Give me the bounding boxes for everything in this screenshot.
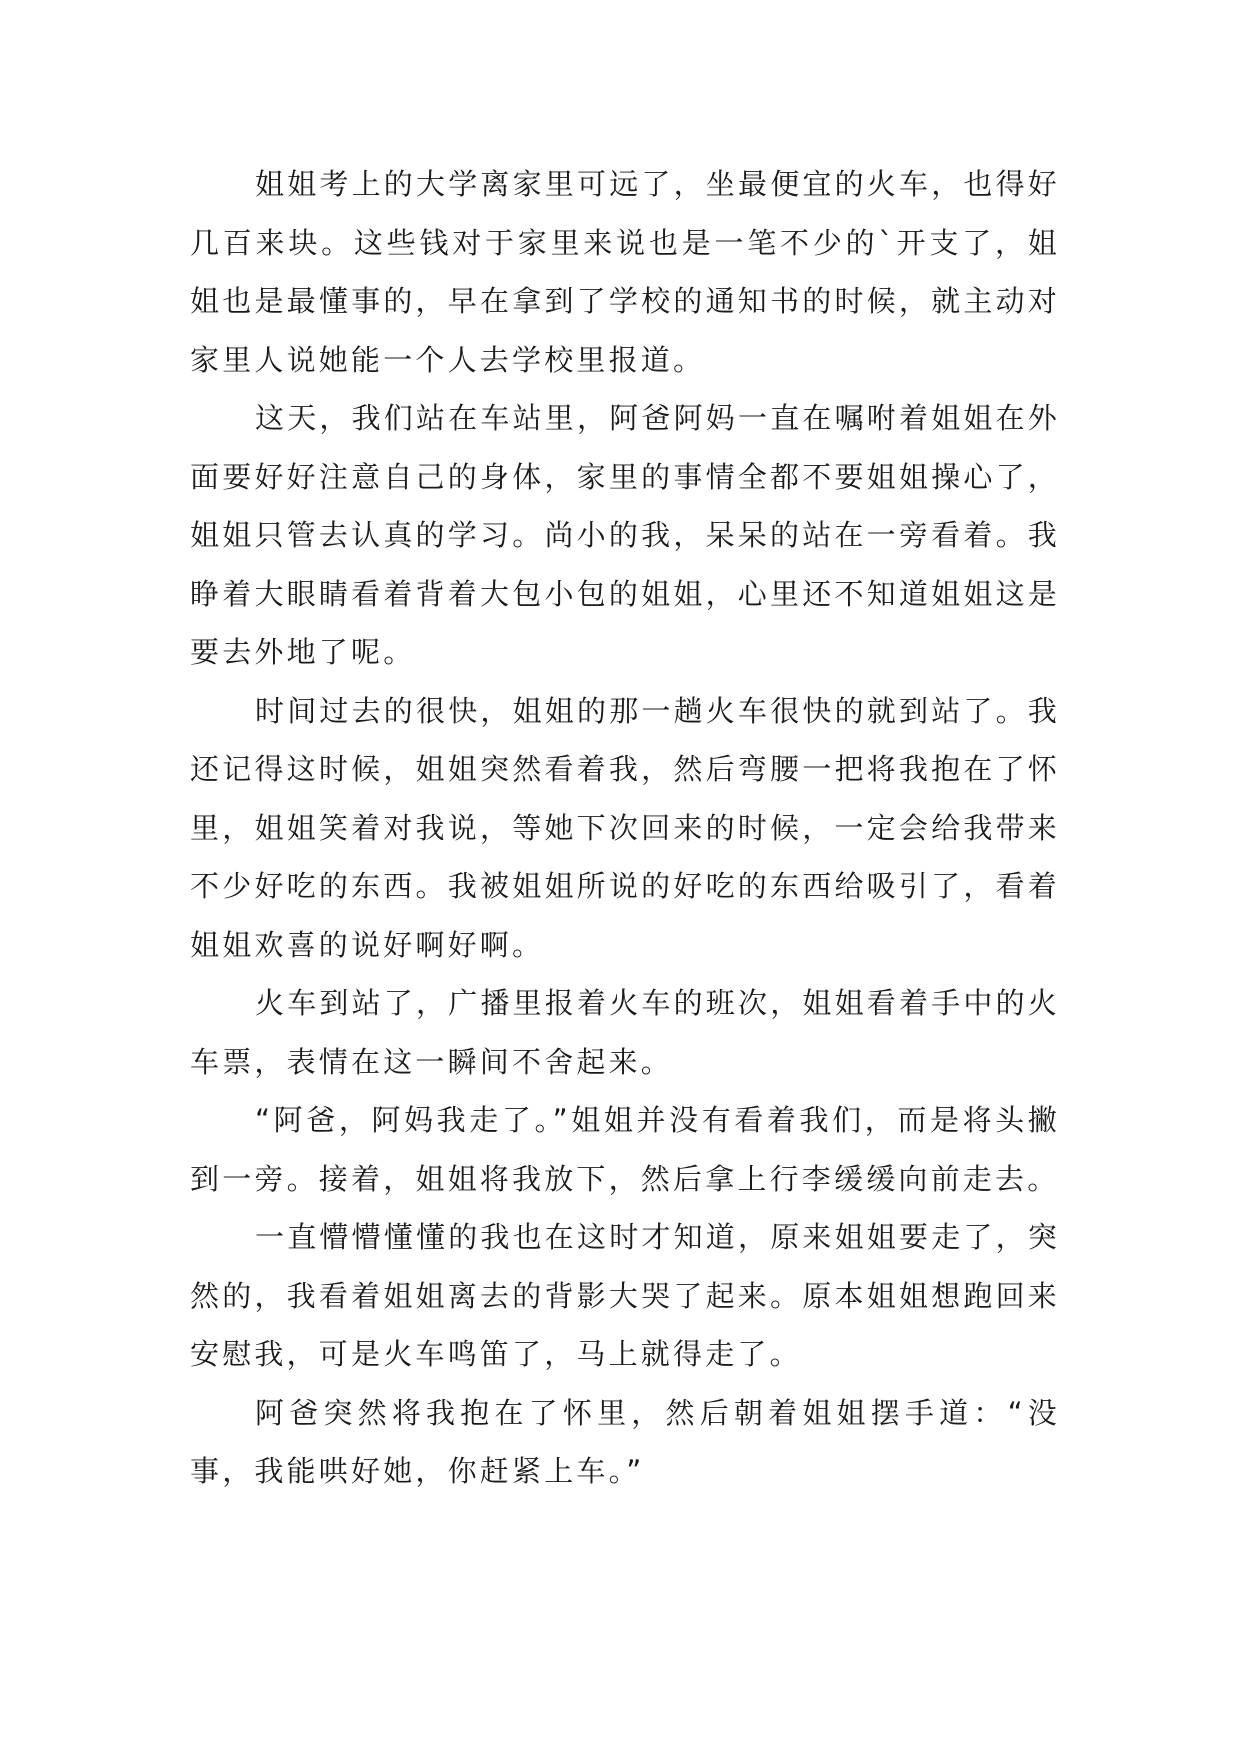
paragraph-5: “阿爸，阿妈我走了。”姐姐并没有看着我们，而是将头撇到一旁。接着，姐姐将我放下，然后拿上行李缓缓向前走去。 [190, 1103, 1060, 1196]
paragraph-6: 一直懵懵懂懂的我也在这时才知道，原来姐姐要走了，突然的，我看着姐姐离去的背影大哭了起来。原本姐姐想跑回来安慰我，可是火车鸣笛了，马上就得走了。 [190, 1220, 1061, 1371]
paragraph-3: 时间过去的很快，姐姐的那一趟火车很快的就到站了。我还记得这时候，姐姐突然看着我，然后弯腰一把将我抱在了怀里，姐姐笑着对我说，等她下次回来的时候，一定会给我带来不少好吃的东西。我被姐姐所说的好吃的东西给吸引了，看着姐姐欢喜的说好啊好啊。 [190, 693, 1061, 962]
body-text [190, 155, 1060, 1501]
paragraph-7: 阿爸突然将我抱在了怀里，然后朝着姐姐摆手道：“没事，我能哄好她，你赶紧上车。” [190, 1395, 1060, 1488]
paragraph-1: 姐姐考上的大学离家里可远了，坐最便宜的火车，也得好几百来块。这些钱对于家里来说也是一笔不少的`开支了，姐姐也是最懂事的，早在拿到了学校的通知书的时候，就主动对家里人说她能一个人去学校里报道。 [190, 167, 1061, 377]
paragraph-2: 这天，我们站在车站里，阿爸阿妈一直在嘱咐着姐姐在外面要好好注意自己的身体，家里的事情全都不要姐姐操心了，姐姐只管去认真的学习。尚小的我，呆呆的站在一旁看着。我睁着大眼睛看着背着大包小包的姐姐，心里还不知道姐姐这是要去外地了呢。 [190, 401, 1061, 669]
paragraph-4: 火车到站了，广播里报着火车的班次，姐姐看着手中的火车票，表情在这一瞬间不舍起来。 [190, 986, 1061, 1079]
